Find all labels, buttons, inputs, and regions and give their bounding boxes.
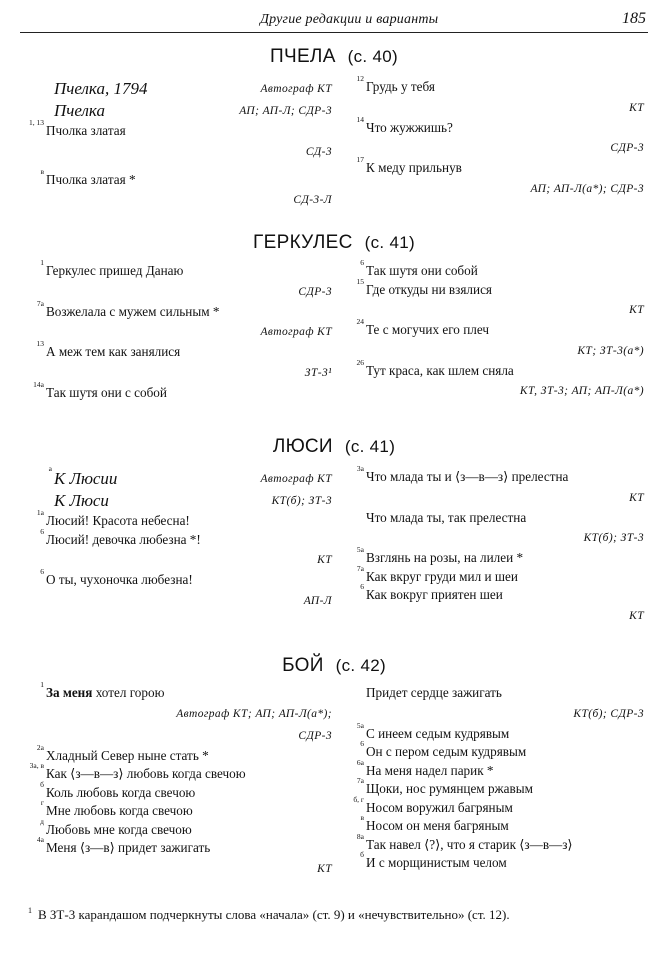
verse-marker: 14а [33,379,44,389]
variant-text-wrap [366,119,453,138]
variant-line [348,545,644,568]
section-gerkules-left-column [28,258,332,402]
variant-text-wrap [366,743,526,762]
variant-text-wrap [366,586,503,605]
variant-line [28,835,332,858]
variant-text: Что млада ты и ⟨з—в—з⟩ прелестна [366,469,569,484]
variant-line [348,509,644,528]
source-line [348,137,644,159]
source-line [348,605,644,627]
variant-text-wrap [366,159,462,178]
variant-line [28,742,332,766]
variant-text: Возжелала с мужем сильным * [46,303,220,319]
variant-text: На меня надел парик * [366,762,494,778]
variant-title: К Люси [54,491,109,510]
verse-marker: б, г [353,794,364,804]
verse-marker: 12 [356,74,364,83]
variant-line [28,118,332,141]
variant-text-wrap [366,762,494,781]
variant-line [348,155,644,178]
section-boy-right-column [348,684,644,873]
variant-line [28,339,332,362]
variant-text-wrap [366,799,513,818]
variant-text-wrap [46,343,180,362]
variant-text: К меду прильнув [366,160,462,175]
verse-marker: 6 [360,258,364,267]
section-lyusi-left-column [28,464,332,612]
verse-marker: 6 [360,582,364,591]
section-pchela-right-column [348,74,644,200]
section-page-ref: (с. 42) [335,656,386,675]
variant-text-wrap [46,784,195,803]
variant-line [348,720,644,744]
variant-text: Что млада ты, так прелестна [366,509,527,525]
variant-text-wrap [366,780,533,799]
source-line [28,141,332,163]
variant-text-wrap [366,549,523,568]
variant-text-wrap [366,78,435,97]
variant-text-wrap [46,384,167,403]
variant-text: Пчолка златая [46,123,126,138]
variant-text-wrap [46,821,192,840]
source-siglum: Автограф КТ; АП; АП-Л(а*); [176,707,332,720]
variant-text: Взглянь на розы, на лилеи * [366,550,524,565]
running-head-title: Другие редакции и варианты [260,12,439,27]
variant-text: Носом он меня багряным [366,818,509,833]
section-name: БОЙ [282,655,324,676]
verse-marker: 6 [360,739,364,748]
variant-text-wrap [46,262,183,281]
variant-text: Люсий! Красота небесна! [46,513,190,528]
verse-marker: 8а [356,831,364,841]
footnote [28,902,648,924]
verse-marker: 24 [356,317,364,326]
variant-line [28,379,332,403]
variant-text: А меж тем как занялися [46,344,181,359]
section-title-gerkules [0,232,668,254]
source-line [348,487,644,509]
verse-marker: 6а [356,757,364,767]
section-page-ref: (с. 41) [364,233,415,252]
variant-text: Как вокруг приятен шеи [366,587,503,602]
section-title-lyusi [0,436,668,458]
variant-text-wrap [46,684,164,703]
source-line [28,858,332,880]
variant-text: Придет сердце зажигать [366,685,502,700]
verse-marker: 3а, в [29,761,44,770]
section-title-pchela [0,46,668,68]
section-pchela-left-column [28,78,332,211]
verse-marker: в [40,166,44,176]
variant-text: Так шутя они с собой [46,384,167,400]
variant-line [348,276,644,300]
variant-text: Хладный Север ныне стать * [46,747,209,763]
variant-text-wrap [366,281,492,300]
variant-text: Что жужжишь? [366,119,453,135]
section-name: ГЕРКУЛЕС [253,232,353,253]
verse-marker: 7а [356,776,364,785]
variant-line [348,684,644,703]
verse-marker: б [360,850,364,859]
variant-text-wrap [366,362,514,381]
variant-line [28,567,332,590]
variant-text: Так навел ⟨?⟩, что я старик ⟨з—в—з⟩ [366,836,573,852]
variant-text: Грудь у тебя [366,79,435,94]
variant-text-wrap [46,765,246,784]
verse-marker: 5а [356,720,364,730]
variant-line [348,563,644,587]
variant-line [348,357,644,381]
variant-text: Щоки, нос румянцем ржавым [366,781,533,796]
variant-text-wrap [366,725,509,744]
variant-text: Так шутя они собой [366,263,478,278]
verse-marker: 7а [356,563,364,573]
variant-text-wrap [46,531,201,550]
section-name: ПЧЕЛА [270,46,336,67]
verse-marker: 2а [36,742,44,752]
verse-marker: 1а [36,508,44,517]
variant-line [348,831,644,855]
section-title-boy [0,655,668,677]
variant-text: Меня ⟨з—в⟩ придет зажигать [46,840,211,855]
variant-line [348,739,644,762]
variant-title-line [28,100,332,122]
source-line [348,380,644,402]
source-siglum: КТ; ЗТ-3(а*) [577,344,644,357]
source-siglum: СД-3 [305,145,332,158]
verse-marker: 14 [356,114,364,124]
source-line [28,590,332,612]
source-siglum: КТ [629,609,644,622]
variant-line [28,680,332,703]
variant-text: Коль любовь когда свечою [46,784,196,800]
section-boy-left-column [28,680,332,880]
verse-marker: 1 [40,258,44,267]
source-line [348,178,644,200]
source-line [28,725,332,747]
verse-marker: б [40,779,44,789]
source-siglum: ЗТ-3¹ [304,366,332,379]
source-siglum: КТ [629,101,644,114]
variant-line [348,582,644,605]
source-line [348,703,644,725]
source-line [348,527,644,549]
verse-marker: 4а [36,835,44,844]
variant-text-wrap [46,747,209,766]
variant-title: К Люсии [54,469,118,488]
source-siglum: КТ [629,304,644,316]
verse-marker: 6 [40,526,44,536]
source-line [28,362,332,384]
variant-title-line [28,490,332,512]
variant-text: О ты, чухоночка любезна! [46,572,193,587]
source-siglum: КТ [317,554,332,566]
variant-line [348,757,644,781]
variant-title: Пчелка, 1794 [54,79,148,98]
verse-marker: 7а [36,298,44,308]
footnote-text: В ЗТ-3 карандашом подчеркнуты слова «начала» (ст. 9) и «нечувствительно» (ст. 12). [38,907,510,922]
variant-text: Он с пером седым кудрявым [366,744,527,759]
variant-text-wrap [366,836,573,855]
variant-line [28,508,332,531]
variant-text: Носом воружил багряным [366,799,513,815]
variant-text: Геркулес пришед Данаю [46,263,184,278]
variant-title-line [28,464,332,490]
variant-text-wrap [366,817,509,836]
section-page-ref: (с. 41) [344,437,396,456]
source-siglum: СДР-3 [298,729,332,742]
variant-text-bold: За меня [46,685,93,700]
section-lyusi-right-column [348,464,644,627]
source-line [28,281,332,303]
section-gerkules-right-column [348,258,644,402]
source-siglum: АП; АП-Л(а*); СДР-3 [530,182,644,195]
variant-text-wrap [366,854,507,873]
variant-text: Пчолка златая * [46,171,136,187]
variant-text-wrap [46,512,190,531]
footnote-marker: 1 [28,906,32,915]
variant-text: хотел горою [92,685,165,700]
verse-marker: 1 [40,680,44,689]
variant-line [28,779,332,803]
verse-marker: а [48,464,52,473]
section-page-ref: (с. 40) [347,47,398,66]
variant-line [28,761,332,784]
variant-line [28,166,332,190]
verse-marker: д [40,816,44,826]
variant-text: Люсий! девочка любезна *! [46,531,201,547]
verse-marker: 5а [356,545,364,554]
verse-marker: 1, 13 [29,118,44,127]
variant-text-wrap [46,122,126,141]
variant-text: Мне любовь когда свечою [46,803,193,818]
source-line [348,340,644,362]
verse-marker: 13 [36,339,44,348]
variant-line [28,816,332,840]
verse-marker: г [40,798,44,807]
variant-text-wrap [46,802,193,821]
verse-marker: 15 [356,276,364,286]
source-siglum: КТ(б); ЗТ-3 [271,495,332,507]
source-line [28,549,332,571]
source-siglum: АП-Л [303,594,332,607]
variant-text-wrap [366,321,489,340]
verse-marker: 6 [40,567,44,576]
source-siglum: КТ, ЗТ-3; АП; АП-Л(а*) [519,385,644,397]
variant-text-wrap [366,468,568,487]
variant-title: Пчелка [54,101,105,120]
variant-line [348,813,644,836]
page-number: 185 [622,10,646,27]
source-line [28,703,332,725]
verse-marker: 3а [356,464,364,473]
variant-text-wrap [46,171,136,190]
variant-text-wrap [46,839,210,858]
variant-title-line [28,78,332,100]
source-siglum: АП; АП-Л; СДР-3 [239,105,332,117]
variant-text: Те с могучих его плеч [366,322,489,337]
source-line [28,189,332,211]
running-head [20,10,648,33]
variant-text: И с морщинистым челом [366,855,507,870]
variant-text: Где откуды ни взялися [366,281,492,297]
verse-marker: в [360,813,364,822]
variant-text: Как вкруг груди мил и шеи [366,568,518,584]
variant-text-wrap [366,568,518,587]
variant-text: Как ⟨з—в—з⟩ любовь когда свечою [46,766,246,781]
variant-text-wrap [366,509,526,528]
variant-line [348,114,644,138]
source-siglum: КТ(б); СДР-3 [573,707,644,720]
variant-line [28,798,332,821]
source-line [28,321,332,343]
variant-line [28,526,332,550]
source-siglum: СДР-3 [298,285,332,298]
source-siglum: СД-3-Л [293,194,332,206]
variant-line [28,258,332,281]
variant-text: Любовь мне когда свечою [46,821,192,837]
variant-line [348,74,644,97]
variant-line [348,794,644,818]
section-name: ЛЮСИ [272,436,333,457]
variant-line [348,258,644,281]
source-siglum: КТ(б); ЗТ-3 [583,532,644,544]
variant-text: С инеем седым кудрявым [366,725,510,741]
variant-line [348,317,644,340]
variant-text-wrap [46,571,193,590]
source-siglum: СДР-3 [610,142,644,154]
source-line [348,97,644,119]
source-line [348,299,644,321]
variant-line [348,776,644,799]
source-siglum: Автограф КТ [260,83,332,95]
source-siglum: КТ [629,491,644,504]
variant-text-wrap [46,303,219,322]
source-siglum: КТ [317,862,332,875]
variant-text-wrap [366,684,502,703]
line-spacer [28,163,332,171]
variant-line [28,298,332,322]
variant-text: Тут краса, как шлем сняла [366,362,514,378]
verse-marker: 26 [356,357,364,367]
verse-marker: 17 [356,155,364,164]
source-siglum: Автограф КТ [260,473,332,485]
source-siglum: Автограф КТ [260,326,332,338]
variant-line [348,850,644,873]
variant-text-wrap [366,262,478,281]
variant-line [348,464,644,487]
